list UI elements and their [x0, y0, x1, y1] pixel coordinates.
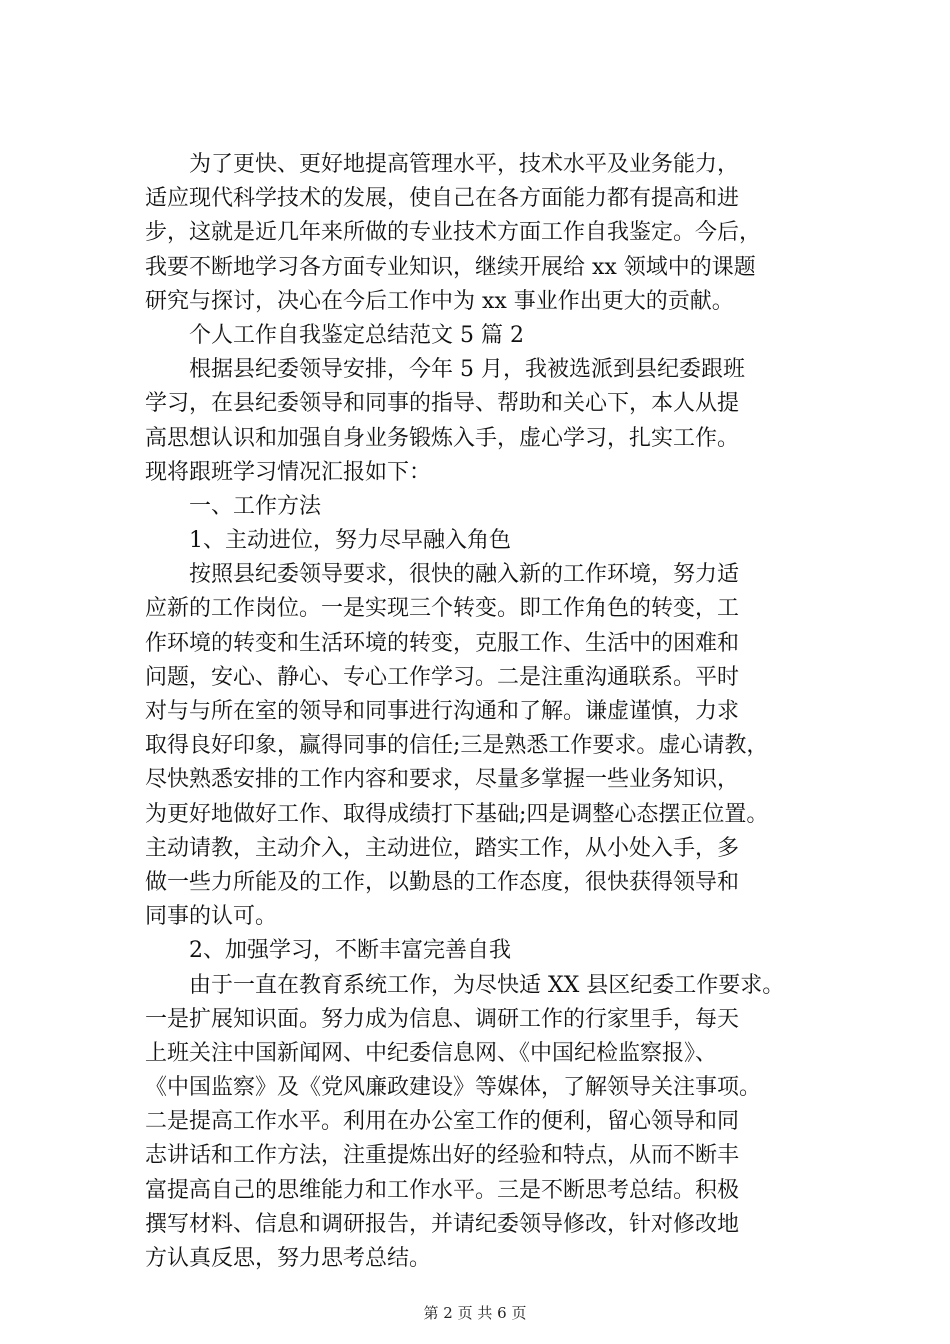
text-line: 个人工作自我鉴定总结范文 5 篇 2 — [189, 322, 524, 348]
text-line: 适应现代科学技术的发展，使自己在各方面能力都有提高和进 — [145, 186, 740, 212]
text-line: 为更好地做好工作、取得成绩打下基础;四是调整心态摆正位置。 — [145, 801, 769, 827]
text-line: 方认真反思，努力思考总结。 — [145, 1246, 432, 1271]
text-line: 高思想认识和加强自身业务锻炼入手，虚心学习，扎实工作。 — [145, 425, 740, 451]
text-line: 《中国监察》及《党风廉政建设》等媒体，了解领导关注事项。 — [145, 1075, 762, 1101]
text-line: 一是扩展知识面。努力成为信息、调研工作的行家里手，每天 — [145, 1006, 740, 1032]
text-line: 2、加强学习，不断丰富完善自我 — [189, 938, 511, 964]
text-line: 二是提高工作水平。利用在办公室工作的便利，留心领导和同 — [145, 1109, 740, 1135]
text-line: 为了更快、更好地提高管理水平，技术水平及业务能力， — [189, 152, 740, 177]
text-line: 做一些力所能及的工作，以勤恳的工作态度，很快获得领导和 — [145, 869, 740, 895]
text-line: 一、工作方法 — [189, 493, 322, 519]
text-line: 现将跟班学习情况汇报如下： — [145, 459, 432, 485]
text-line: 同事的认可。 — [145, 904, 278, 930]
text-line: 尽快熟悉安排的工作内容和要求，尽量多掌握一些业务知识， — [145, 767, 740, 793]
page-footer: 第 2 页 共 6 页 — [423, 1304, 527, 1322]
text-line: 学习，在县纪委领导和同事的指导、帮助和关心下，本人从提 — [145, 391, 740, 417]
text-line: 步，这就是近几年来所做的专业技术方面工作自我鉴定。今后， — [145, 220, 762, 246]
text-line: 根据县纪委领导安排，今年 5 月，我被选派到县纪委跟班 — [189, 357, 745, 383]
text-line: 按照县纪委领导要求，很快的融入新的工作环境，努力适 — [189, 562, 740, 588]
text-line: 1、主动进位，努力尽早融入角色 — [189, 528, 511, 554]
text-line: 我要不断地学习各方面专业知识，继续开展给 xx 领域中的课题 — [145, 254, 756, 280]
text-line: 作环境的转变和生活环境的转变，克服工作、生活中的困难和 — [145, 630, 740, 656]
text-line: 由于一直在教育系统工作，为尽快适 XX 县区纪委工作要求。 — [189, 972, 785, 998]
text-line: 上班关注中国新闻网、中纪委信息网、《中国纪检监察报》、 — [145, 1040, 718, 1066]
text-line: 主动请教，主动介入，主动进位，踏实工作，从小处入手，多 — [145, 835, 740, 861]
text-line: 问题，安心、静心、专心工作学习。二是注重沟通联系。平时 — [145, 664, 740, 690]
text-line: 取得良好印象，赢得同事的信任;三是熟悉工作要求。虚心请教， — [145, 733, 769, 759]
text-line: 撰写材料、信息和调研报告，并请纪委领导修改，针对修改地 — [145, 1211, 740, 1237]
text-line: 应新的工作岗位。一是实现三个转变。即工作角色的转变，工 — [145, 596, 740, 622]
text-line: 研究与探讨，决心在今后工作中为 xx 事业作出更大的贡献。 — [145, 288, 734, 314]
document-body — [145, 148, 865, 1276]
text-line: 志讲话和工作方法，注重提炼出好的经验和特点，从而不断丰 — [145, 1143, 740, 1169]
text-line: 对与与所在室的领导和同事进行沟通和了解。谦虚谨慎，力求 — [145, 699, 740, 724]
text-line: 富提高自己的思维能力和工作水平。三是不断思考总结。积极 — [145, 1177, 740, 1203]
